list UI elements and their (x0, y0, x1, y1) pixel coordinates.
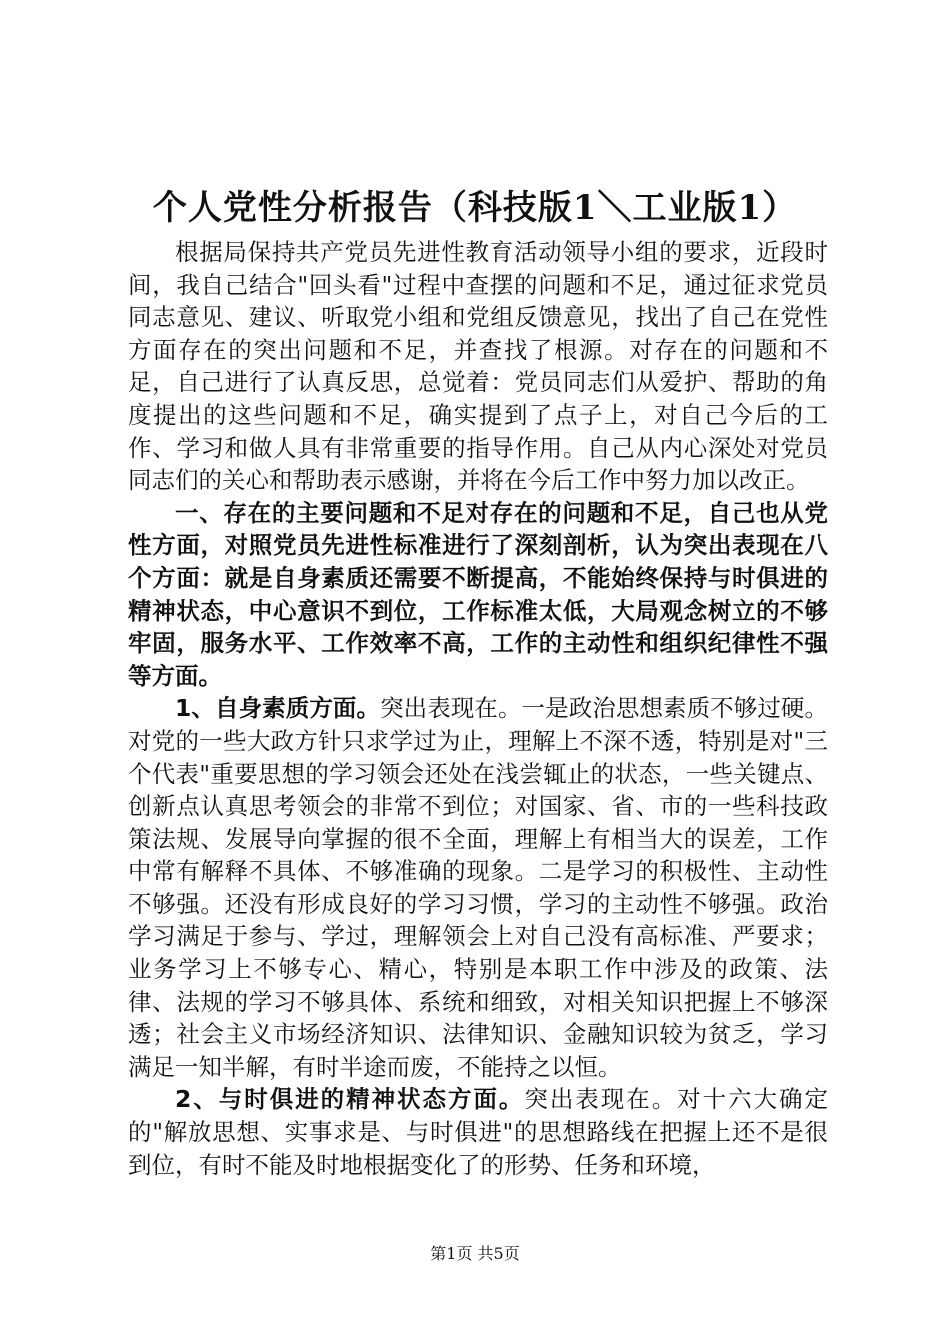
document-body (128, 236, 828, 1181)
paragraph-intro (128, 236, 828, 497)
paragraph-lead: 2、与时俱进的精神状态方面。 (175, 1085, 525, 1114)
paragraph-item-1 (128, 692, 828, 1083)
paragraph-text: 一、存在的主要问题和不足对存在的问题和不足，自己也从党性方面，对照党员先进性标准进行了深刻剖析，认为突出表现在八个方面：就是自身素质还需要不断提高，不能始终保持与时俱进的精神状态，中心意识不到位，工作标准太低，大局观念树立的不够牢固，服务水平、工作效率不高，工作的主动性和组织纪律性不强等方面。 (128, 498, 828, 690)
page-footer: 第1页 共5页 (430, 1244, 520, 1263)
paragraph-text: 根据局保持共产党员先进性教育活动领导小组的要求，近段时间，我自己结合"回头看"过程中查摆的问题和不足，通过征求党员同志意见、建议、听取党小组和党组反馈意见，找出了自己在党性方面存在的突出问题和不足，并查找了根源。对存在的问题和不足，自己进行了认真反思，总觉着：党员同志们从爱护、帮助的角度提出的这些问题和不足，确实提到了点子上，对自己今后的工作、学习和做人具有非常重要的指导作用。自己从内心深处对党员同志们的关心和帮助表示感谢，并将在今后工作中努力加以改正。 (128, 238, 828, 495)
document-title: 个人党性分析报告（科技版1＼工业版1） (152, 188, 798, 228)
paragraph-lead: 1、自身素质方面。 (175, 694, 381, 723)
paragraph-item-2 (128, 1083, 828, 1181)
paragraph-text: 突出表现在。一是政治思想素质不够过硬。对党的一些大政方针只求学过为止，理解上不深不透，特别是对"三个代表"重要思想的学习领会还处在浅尝辄止的状态，一些关键点、创新点认真思考领会的非常不到位；对国家、省、市的一些科技政策法规、发展导向掌握的很不全面，理解上有相当大的误差，工作中常有解释不具体、不够准确的现象。二是学习的积极性、主动性不够强。还没有形成良好的学习习惯，学习的主动性不够强。政治学习满足于参与、学过，理解领会上对自己没有高标准、严要求；业务学习上不够专心、精心，特别是本职工作中涉及的政策、法律、法规的学习不够具体、系统和细致，对相关知识把握上不够深透；社会主义市场经济知识、法律知识、金融知识较为贫乏，学习满足一知半解，有时半途而废，不能持之以恒。 (128, 694, 829, 1081)
paragraph-section-heading (128, 497, 828, 693)
paragraph-text: 突出表现在。对十六大确定的"解放思想、实事求是、与时俱进"的思想路线在把握上还不是很到位，有时不能及时地根据变化了的形势、任务和环境， (128, 1085, 828, 1179)
